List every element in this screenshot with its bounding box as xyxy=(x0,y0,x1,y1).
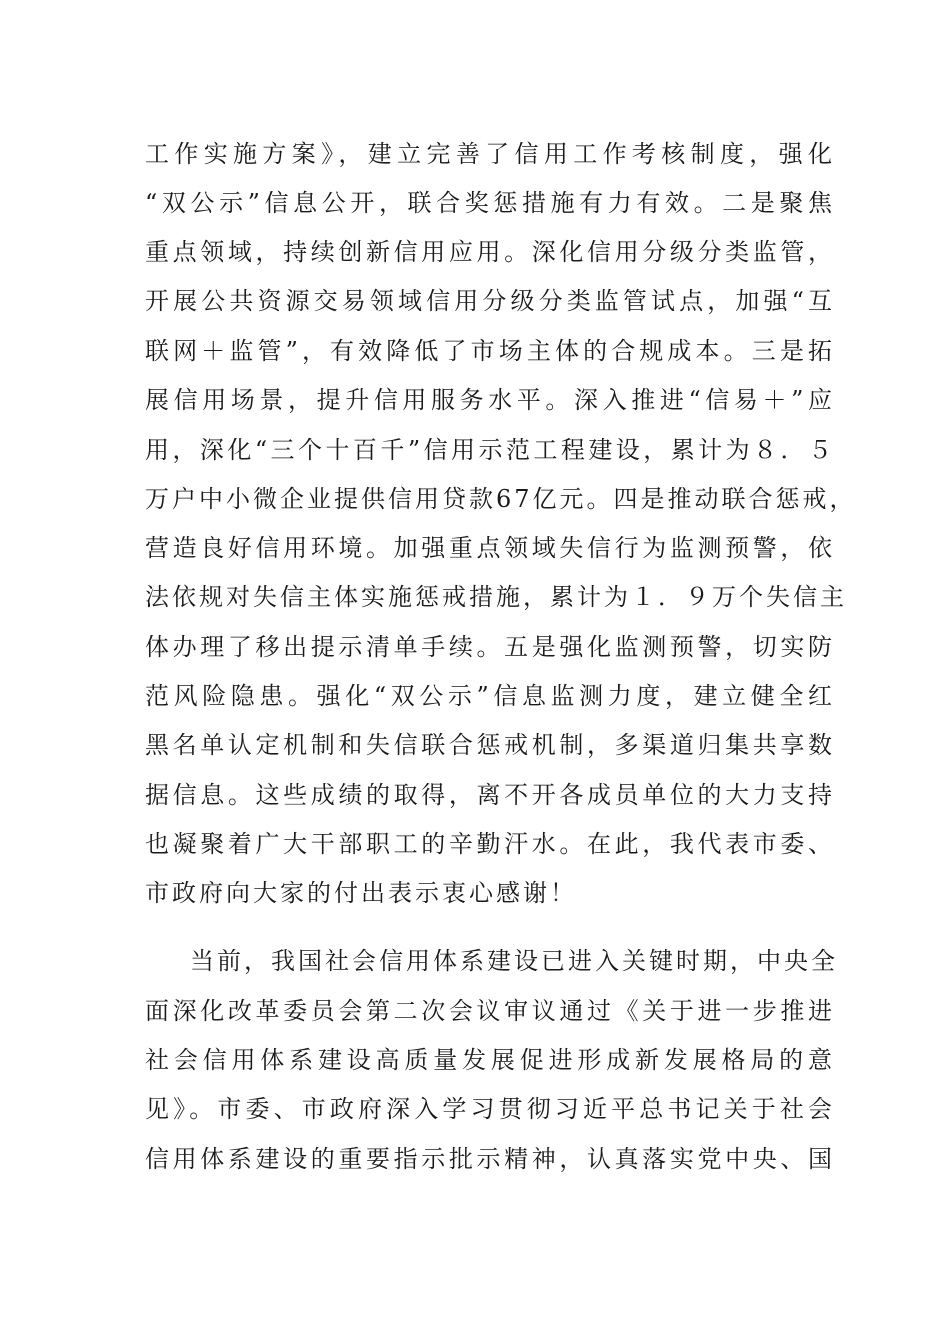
text-line: 体办理了移出提示清单手续。五是强化监测预警，切实防 xyxy=(145,633,835,661)
text-line: 据信息。这些成绩的取得，离不开各成员单位的大力支持 xyxy=(145,781,835,809)
text-line: 范风险隐患。强化“双公示”信息监测力度，建立健全红 xyxy=(145,682,835,710)
text-line: 黑名单认定机制和失信联合惩戒机制，多渠道归集共享数 xyxy=(145,731,835,759)
text-line: 工作实施方案》，建立完善了信用工作考核制度，强化 xyxy=(145,140,835,168)
text-line: 重点领域，持续创新信用应用。深化信用分级分类监管， xyxy=(145,238,835,266)
text-line: 也凝聚着广大干部职工的辛勤汗水。在此，我代表市委、 xyxy=(145,830,835,858)
text-line: 用，深化“三个十百千”信用示范工程建设，累计为８．５ xyxy=(145,436,835,464)
text-line: 营造良好信用环境。加强重点领域失信行为监测预警，依 xyxy=(145,534,835,562)
text-line: 当前，我国社会信用体系建设已进入关键时期，中央全 xyxy=(190,947,838,975)
text-line: 展信用场景，提升信用服务水平。深入推进“信易＋”应 xyxy=(145,386,835,414)
text-line: 联网＋监管”，有效降低了市场主体的合规成本。三是拓 xyxy=(145,337,835,365)
text-line: 面深化改革委员会第二次会议审议通过《关于进一步推进 xyxy=(145,997,835,1025)
text-line: “双公示”信息公开，联合奖惩措施有力有效。二是聚焦 xyxy=(145,189,835,217)
text-line: 万户中小微企业提供信用贷款67亿元。四是推动联合惩戒， xyxy=(145,485,857,513)
text-line: 开展公共资源交易领域信用分级分类监管试点，加强“互 xyxy=(145,287,835,315)
text-line: 信用体系建设的重要指示批示精神，认真落实党中央、国 xyxy=(145,1145,835,1173)
text-line: 市政府向大家的付出表示衷心感谢！ xyxy=(145,879,577,907)
text-line: 法依规对失信主体实施惩戒措施，累计为１．９万个失信主 xyxy=(145,583,847,611)
text-line: 见》。市委、市政府深入学习贯彻习近平总书记关于社会 xyxy=(145,1095,835,1123)
text-line: 社会信用体系建设高质量发展促进形成新发展格局的意 xyxy=(145,1046,835,1074)
